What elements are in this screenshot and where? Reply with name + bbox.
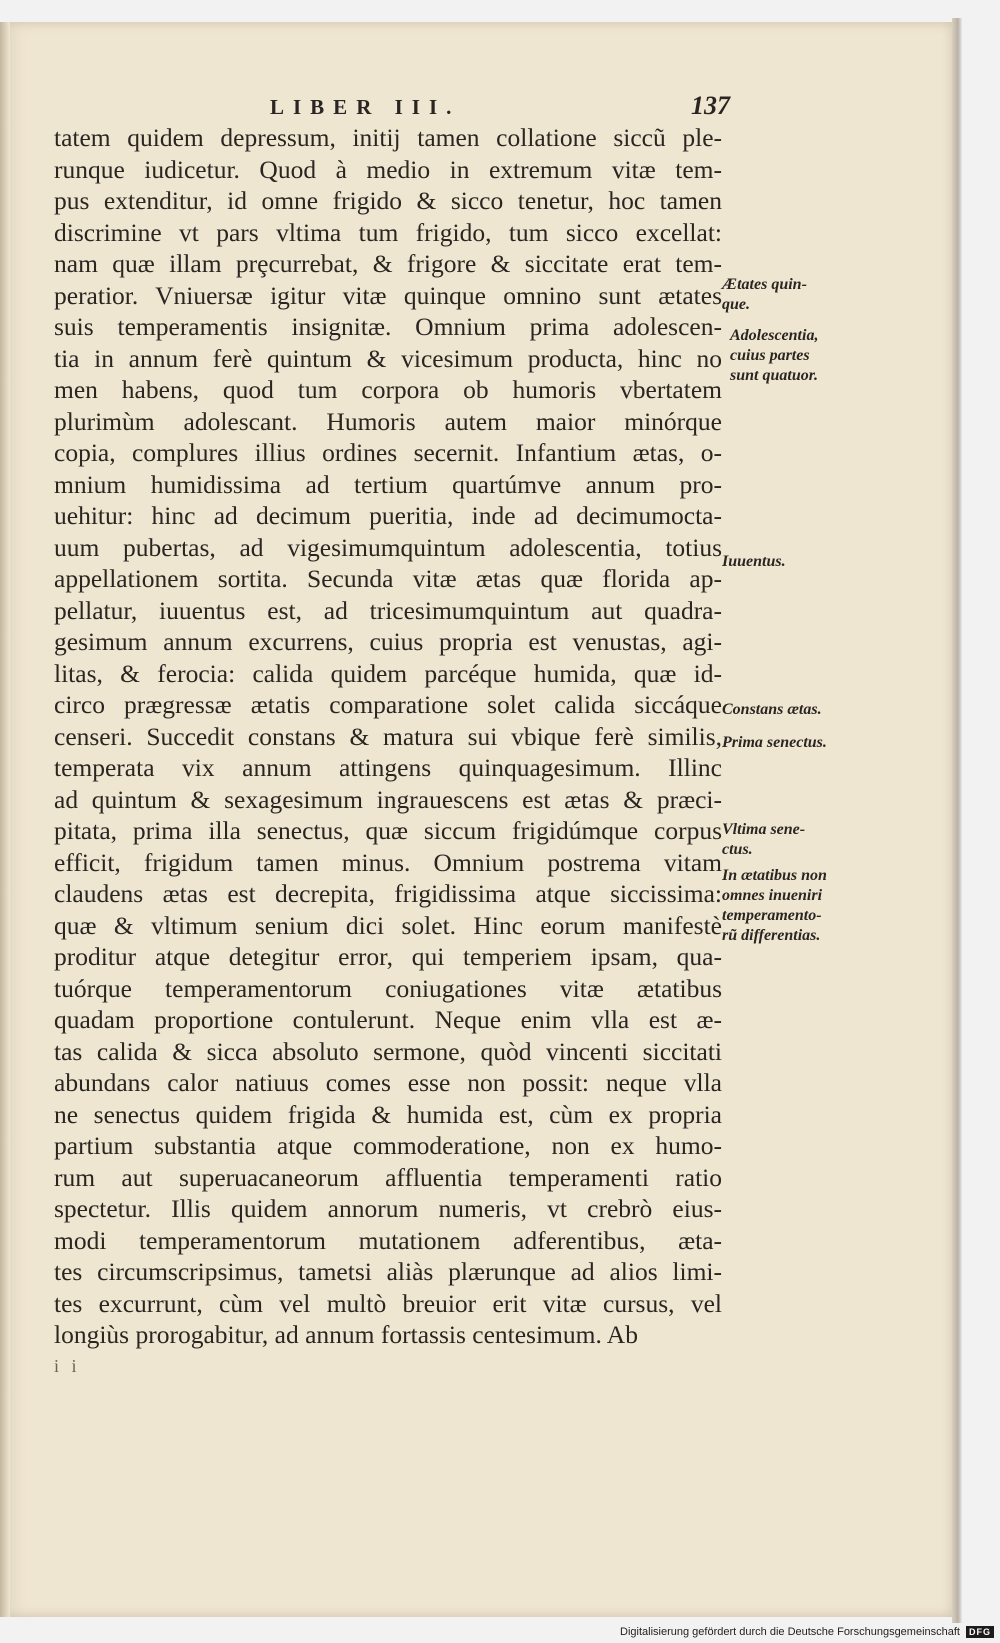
text-line: proditur atque detegitur error, qui temperiem ipsam, qua- <box>54 942 722 971</box>
text-line: pus extenditur, id omne frigido & sicco tenetur, hoc tamen <box>54 186 722 215</box>
text-line: appellationem sortita. Secunda vitæ ætas quæ florida ap- <box>54 564 722 593</box>
text-line: temperata vix annum attingens quinquagesimum. Illinc <box>54 753 722 782</box>
margin-note-line: omnes inueniri <box>722 887 823 904</box>
text-line: runque iudicetur. Quod à medio in extremum vitæ tem- <box>54 154 722 184</box>
text-line: discrimine vt pars vltima tum frigido, tum sicco excellat: <box>54 217 722 247</box>
margin-note-line: temperamento- <box>722 907 822 924</box>
text-line: partium substantia atque commoderatione, non ex humo- <box>54 1131 722 1160</box>
page-gutter <box>0 22 10 1617</box>
text-line: gesimum annum excurrens, cuius propria est venustas, agi- <box>54 627 722 656</box>
text-line: men habens, quod tum corpora ob humoris vbertatem <box>54 375 722 404</box>
digitization-footer <box>620 1623 994 1641</box>
margin-note-line: sunt quatuor. <box>730 367 819 384</box>
margin-note-temperamenta <box>722 866 872 946</box>
dfg-logo: DFG <box>966 1626 994 1638</box>
text-line: plurimùm adolescant. Humoris autem maior minórque <box>54 406 722 436</box>
text-line: censeri. Succedit constans & matura sui vbique ferè similis, <box>54 721 722 751</box>
text-line: circo prægressæ ætatis comparatione solet calida siccáque <box>54 690 722 719</box>
margin-note-line: rũ differentias. <box>722 927 821 944</box>
margin-note-line: In ætatibus non <box>722 867 827 884</box>
text-line: tas calida & sicca absoluto sermone, quòd vincenti siccitati <box>54 1036 722 1066</box>
text-line: spectetur. Illis quidem annorum numeris, vt crebrò eius- <box>54 1194 722 1223</box>
text-line: longiùs prorogabitur, ad annum fortassis centesimum. Ab <box>54 1320 638 1349</box>
margin-note-prima-senectus <box>722 733 872 753</box>
page-number: 137 <box>691 91 730 120</box>
text-line: ne senectus quidem frigida & humida est, cùm ex propria <box>54 1099 722 1129</box>
text-line: efficit, frigidum tamen minus. Omnium postrema vitam <box>54 847 722 877</box>
text-line: uehitur: hinc ad decimum pueritia, inde ad decimumocta- <box>54 501 722 530</box>
text-line: tia in annum ferè quintum & vicesimum producta, hinc no <box>54 343 722 373</box>
margin-note-line: Ætates quin- <box>722 276 807 293</box>
text-line: tes excurrunt, cùm vel multò breuior erit vitæ cursus, vel <box>54 1288 722 1318</box>
signature-mark: i i <box>54 1355 81 1376</box>
footer-credit: Digitalisierung gefördert durch die Deutsche Forschungsgemeinschaft <box>620 1626 960 1638</box>
text-line: pellatur, iuuentus est, ad tricesimumquintum aut quadra- <box>54 595 722 625</box>
text-line: quadam proportione contulerunt. Neque enim vlla est æ- <box>54 1005 722 1034</box>
text-line: copia, complures illius ordines secernit. Infantium ætas, o- <box>54 438 722 467</box>
running-title: LIBER III. <box>270 95 461 119</box>
text-line: nam quæ illam prȩcurrebat, & frigore & siccitate erat tem- <box>54 249 722 278</box>
page-header <box>270 91 730 125</box>
margin-note-line: Vltima sene- <box>722 821 806 838</box>
margin-note-iuuentus <box>722 552 872 572</box>
text-line: rum aut superuacaneorum affluentia temperamenti ratio <box>54 1162 722 1192</box>
margin-note-line: que. <box>722 296 750 313</box>
text-line: pitata, prima illa senectus, quæ siccum frigidúmque corpus <box>54 816 722 845</box>
margin-note-line: cuius partes <box>730 347 810 364</box>
margin-note-line: ctus. <box>722 841 753 858</box>
text-line: claudens ætas est decrepita, frigidissima atque siccissima: <box>54 879 722 908</box>
main-text-block <box>54 122 722 1382</box>
text-line: suis temperamentis insignitæ. Omnium prima adolescen- <box>54 312 722 341</box>
margin-note-line: Prima senectus. <box>722 734 827 751</box>
text-line: mnium humidissima ad tertium quartúmve annum pro- <box>54 469 722 499</box>
margin-note-line: Adolescentia, <box>730 327 819 344</box>
text-line: tuórque temperamentorum coniugationes vitæ ætatibus <box>54 973 722 1003</box>
text-line: ad quintum & sexagesimum ingrauescens est ætas & præci- <box>54 784 722 814</box>
text-line: modi temperamentorum mutationem adferentibus, æta- <box>54 1225 722 1255</box>
margin-note-aetates <box>722 275 872 315</box>
margin-note-line: Constans ætas. <box>722 701 822 718</box>
margin-note-constans-aetas <box>722 700 872 720</box>
text-line: tes circumscripsimus, tametsi aliàs plærunque ad alios limi- <box>54 1257 722 1286</box>
text-line: litas, & ferocia: calida quidem parcéque humida, quæ id- <box>54 658 722 688</box>
text-line: abundans calor natiuus comes esse non possit: neque vlla <box>54 1068 722 1097</box>
text-line: tatem quidem depressum, initij tamen collatione siccũ ple- <box>54 123 722 152</box>
page-edge <box>952 18 962 1623</box>
margin-note-adolescentia <box>730 326 880 386</box>
text-line: uum pubertas, ad vigesimumquintum adolescentia, totius <box>54 532 722 562</box>
text-line: peratior. Vniuersæ igitur vitæ quinque omnino sunt ætates <box>54 280 722 310</box>
text-line: quæ & vltimum senium dici solet. Hinc eorum manifestè <box>54 910 722 940</box>
margin-note-ultima-senectus <box>722 820 872 860</box>
margin-note-line: Iuuentus. <box>722 553 786 570</box>
